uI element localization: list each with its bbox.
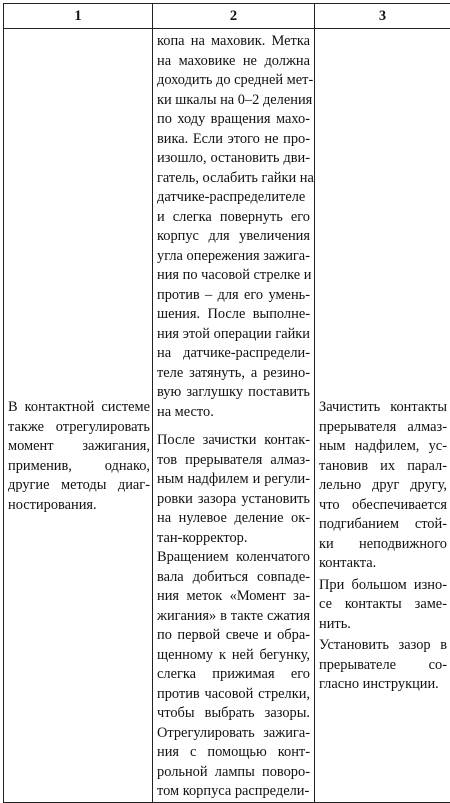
- text-line: датчике-распределителе: [157, 188, 310, 208]
- header-row: [4, 4, 450, 29]
- col2-paragraph-2: [157, 431, 310, 548]
- text-line: против часовой стрелки,: [157, 685, 310, 705]
- text-line: тановив их парал-: [319, 457, 447, 477]
- text-line: се контакты замe-: [319, 595, 447, 615]
- text-line: Зачистить контакты: [319, 398, 447, 418]
- text-line: чтобы выбрать зазоры.: [157, 704, 310, 724]
- text-line: против – для его умень-: [157, 286, 310, 306]
- text-line: ки шкалы на 0–2 деления: [157, 91, 310, 111]
- col1-text: [8, 398, 150, 515]
- text-line: другие методы диаг-: [8, 476, 150, 496]
- col2-paragraph-1: [157, 32, 310, 422]
- text-line: Отрегулировать зажига-: [157, 724, 310, 744]
- column-header-1: 1: [4, 4, 153, 29]
- col3-paragraph-1: [319, 398, 447, 574]
- text-line: что обеспечивается: [319, 496, 447, 516]
- column-header-2: 2: [153, 4, 315, 29]
- text-line: тан-корректор.: [157, 529, 310, 549]
- text-line: ния по часовой стрелке и: [157, 266, 310, 286]
- text-line: вика. Если этого не про-: [157, 130, 310, 150]
- text-line: ным надфилем, ус-: [319, 437, 447, 457]
- text-line: корпус для увеличения: [157, 227, 310, 247]
- text-line: шения. После выполне-: [157, 305, 310, 325]
- text-line: на нулевое деление ок-: [157, 509, 310, 529]
- col2-paragraph-3: [157, 548, 310, 802]
- text-line: том корпуса распредели-: [157, 782, 310, 802]
- cell-col1: [4, 29, 153, 803]
- text-line: теле затянуть, а резино-: [157, 364, 310, 384]
- text-line: изошло, остановить дви-: [157, 149, 310, 169]
- text-line: тов прерывателя алмаз-: [157, 451, 310, 471]
- text-line: подгибанием стой-: [319, 515, 447, 535]
- text-line: После зачистки контак-: [157, 431, 310, 451]
- text-line: прерывателя алмаз-: [319, 418, 447, 438]
- text-line: жигания» в такте сжатия: [157, 607, 310, 627]
- col3-paragraph-3: [319, 636, 447, 695]
- text-line: ровки зазора установить: [157, 490, 310, 510]
- content-row: [4, 29, 450, 803]
- text-line: доходить до средней мет-: [157, 71, 310, 91]
- text-line: Вращением коленчатого: [157, 548, 310, 568]
- col3-paragraph-2: [319, 576, 447, 635]
- cell-col3: [315, 29, 450, 803]
- text-line: ным надфилем и регули-: [157, 470, 310, 490]
- text-line: При большом изно-: [319, 576, 447, 596]
- text-line: гатель, ослабить гайки на: [157, 169, 310, 189]
- text-line: угла опережения зажига-: [157, 247, 310, 267]
- text-line: Установить зазор в: [319, 636, 447, 656]
- text-line: и слегка повернуть его: [157, 208, 310, 228]
- text-line: лельно друг другу,: [319, 476, 447, 496]
- text-line: нить.: [319, 615, 447, 635]
- text-line: на место.: [157, 403, 310, 423]
- text-line: ния этой операции гайки: [157, 325, 310, 345]
- text-line: контакта.: [319, 554, 447, 574]
- text-line: применив, однако,: [8, 457, 150, 477]
- text-line: рольной лампы поворо-: [157, 763, 310, 783]
- text-line: В контактной системе: [8, 398, 150, 418]
- text-line: момент зажигания,: [8, 437, 150, 457]
- text-line: на датчике-распредели-: [157, 344, 310, 364]
- text-line: вую заглушку поставить: [157, 383, 310, 403]
- text-line: копа на маховик. Метка: [157, 32, 310, 52]
- text-line: по первой свече и обра-: [157, 626, 310, 646]
- text-line: щенному к ней бегунку,: [157, 646, 310, 666]
- document-table: [3, 3, 450, 803]
- text-line: слегка прижимая его: [157, 665, 310, 685]
- text-line: вала добиться совпаде-: [157, 568, 310, 588]
- text-line: ния меток «Момент за-: [157, 587, 310, 607]
- cell-col2: [153, 29, 315, 803]
- text-line: также отрегулировать: [8, 418, 150, 438]
- text-line: на маховике не должна: [157, 52, 310, 72]
- text-line: по ходу вращения махо-: [157, 110, 310, 130]
- text-line: ния с помощью конт-: [157, 743, 310, 763]
- text-line: прерывателе со-: [319, 656, 447, 676]
- column-header-3: 3: [315, 4, 450, 29]
- text-line: гласно инструкции.: [319, 675, 447, 695]
- text-line: ки неподвижного: [319, 535, 447, 555]
- text-line: ностирования.: [8, 496, 150, 516]
